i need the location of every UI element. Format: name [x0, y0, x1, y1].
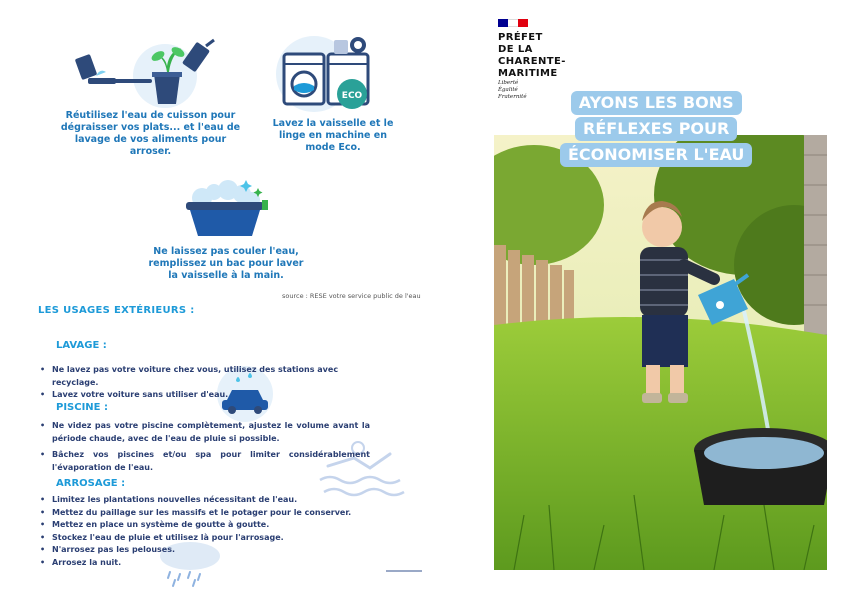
- piscine-list: [40, 420, 370, 478]
- prefet-line: CHARENTE-: [498, 56, 566, 67]
- motto-line: Liberté: [498, 80, 519, 86]
- list-item: • Mettez du paillage sur les massifs et le potager pour le conserver.: [40, 507, 360, 520]
- headline-line: AYONS LES BONS: [571, 91, 742, 115]
- french-flag-icon: [498, 19, 528, 27]
- lavage-list: [40, 364, 370, 402]
- cover-photo-child-watering: [494, 135, 827, 570]
- list-item: • Limitez les plantations nouvelles nécessitant de l'eau.: [40, 494, 360, 507]
- right-page: [492, 0, 848, 600]
- prefet-line: PRÉFET: [498, 32, 543, 43]
- list-item: • Bâchez vos piscines et/ou spa pour limiter considérablement l'évaporation de l'eau.: [40, 449, 370, 474]
- source-credit: source : RESE votre service public de l'eau: [282, 292, 421, 300]
- headline-line: ÉCONOMISER L'EAU: [560, 143, 752, 167]
- headline-line: RÉFLEXES POUR: [575, 117, 737, 141]
- republic-motto: [498, 80, 527, 101]
- prefet-logo-text: [498, 32, 566, 80]
- subsection-title-arrosage: ARROSAGE :: [56, 478, 126, 489]
- washing-machine-dishwasher-icon: [272, 32, 382, 112]
- tip-basin: Ne laissez pas couler l'eau, remplissez un bac pour laver la vaisselle à la main.: [148, 246, 304, 281]
- divider: [386, 570, 422, 572]
- arrosage-list: [40, 494, 360, 569]
- list-item: • Ne videz pas votre piscine complètement, ajustez le volume avant la période chaude, avec de l'eau de pluie si possible.: [40, 420, 370, 445]
- wash-basin-icon: [182, 170, 272, 240]
- motto-line: Fraternité: [498, 94, 527, 100]
- prefet-line: DE LA: [498, 44, 533, 55]
- black-basin: [694, 428, 827, 505]
- washing-machine-icon: [284, 54, 324, 104]
- tip-reuse-water: Réutilisez l'eau de cuisson pour dégraisser vos plats... et l'eau de lavage de vos aliments pour arroser.: [60, 110, 241, 157]
- eco-badge-icon: [337, 79, 367, 109]
- list-item: • Stockez l'eau de pluie et utilisez là pour l'arrosage.: [40, 532, 360, 545]
- cover-headline: [560, 90, 752, 168]
- svg-text:ECO: ECO: [341, 91, 363, 101]
- pot-and-plant-icon: [70, 38, 220, 110]
- list-item: • Ne lavez pas votre voiture chez vous, utilisez des stations avec recyclage.: [40, 364, 370, 389]
- list-item: • N'arrosez pas les pelouses.: [40, 544, 360, 557]
- list-item: • Lavez votre voiture sans utiliser d'eau.: [40, 389, 370, 402]
- list-item: • Arrosez la nuit.: [40, 557, 360, 570]
- motto-line: Égalité: [498, 87, 518, 93]
- subsection-title-lavage: LAVAGE :: [56, 340, 107, 351]
- list-item: • Mettez en place un système de goutte à goutte.: [40, 519, 360, 532]
- tip-eco-mode: Lavez la vaisselle et le linge en machine en mode Eco.: [272, 118, 394, 153]
- prefet-line: MARITIME: [498, 68, 558, 79]
- subsection-title-piscine: PISCINE :: [56, 402, 108, 413]
- section-title-outdoor: LES USAGES EXTÉRIEURS :: [38, 305, 195, 316]
